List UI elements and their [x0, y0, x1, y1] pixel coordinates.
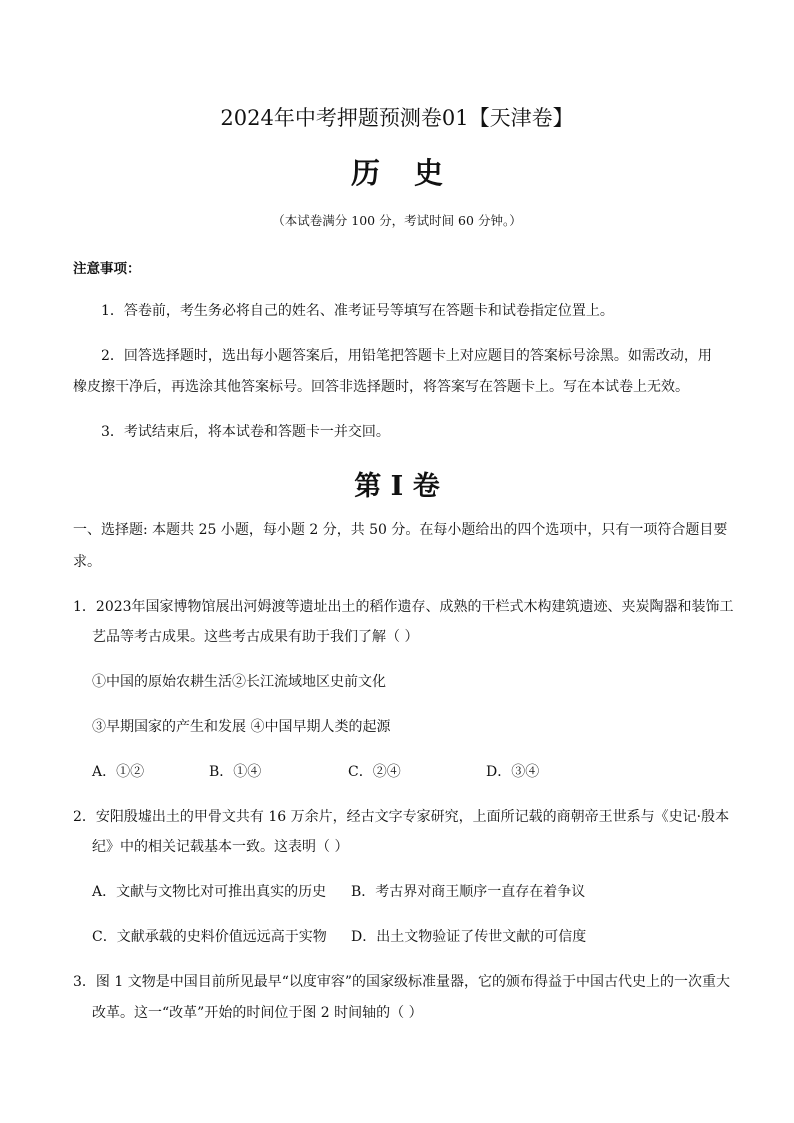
notice-heading: 注意事项： [73, 261, 141, 277]
question-2-option-b[interactable]: B．考古界对商王顺序一直存在着争议 [351, 884, 586, 900]
exam-note: （本试卷满分 100 分，考试时间 60 分钟。） [272, 213, 522, 228]
section-title: 第 I 卷 [354, 471, 440, 502]
question-2-option-d[interactable]: D．出土文物验证了传世文献的可信度 [351, 929, 587, 945]
question-2-stem-line2: 纪》中的相关记载基本一致。这表明（ ） [92, 839, 349, 855]
section-instruction-line1: 一、选择题: 本题共 25 小题，每小题 2 分，共 50 分。在每小题给出的四个选项中，只有一项符合题目要 [73, 522, 728, 538]
question-1-statement-line1: ①中国的原始农耕生活②长江流域地区史前文化 [92, 674, 386, 690]
question-2-option-c[interactable]: C．文献承载的史料价值远远高于实物 [92, 929, 327, 945]
question-3-stem-line2: 改革。这一“改革”开始的时间位于图 2 时间轴的（ ） [92, 1005, 423, 1021]
exam-title: 2024年中考押题预测卷01【天津卷】 [220, 106, 574, 130]
question-1-stem-line2: 艺品等考古成果。这些考古成果有助于我们了解（ ） [92, 629, 419, 645]
question-2-option-a[interactable]: A．文献与文物比对可推出真实的历史 [92, 884, 327, 900]
question-1-statement-line2: ③早期国家的产生和发展 ④中国早期人类的起源 [92, 719, 391, 735]
question-1-option-c[interactable]: C．②④ [348, 764, 401, 780]
question-2-stem-line1: 2．安阳殷墟出土的甲骨文共有 16 万余片，经古文字专家研究，上面所记载的商朝帝王世系与《史记·殷本 [73, 809, 730, 825]
question-1-option-d[interactable]: D．③④ [486, 764, 540, 780]
notice-item-1: 1．答卷前，考生务必将自己的姓名、准考证号等填写在答题卡和试卷指定位置上。 [101, 303, 614, 319]
notice-item-2-line1: 2．回答选择题时，选出每小题答案后，用铅笔把答题卡上对应题目的答案标号涂黑。如需改动，用 [101, 348, 712, 364]
notice-item-3: 3．考试结束后，将本试卷和答题卡一并交回。 [101, 424, 390, 440]
question-1-option-a[interactable]: A．①② [92, 764, 145, 780]
notice-item-2-line2: 橡皮擦干净后，再选涂其他答案标号。回答非选择题时，将答案写在答题卡上。写在本试卷上无效。 [73, 379, 689, 395]
section-instruction-line2: 求。 [73, 554, 101, 570]
subject-title: 历 史 [350, 156, 456, 190]
question-1-stem-line1: 1．2023年国家博物馆展出河姆渡等遗址出土的稻作遗存、成熟的干栏式木构建筑遗迹、夹炭陶器和装饰工 [73, 599, 734, 615]
question-3-stem-line1: 3．图 1 文物是中国目前所见最早“以度审容”的国家级标准量器，它的颁布得益于中国古代史上的一次重大 [73, 974, 731, 990]
question-1-option-b[interactable]: B．①④ [209, 764, 262, 780]
